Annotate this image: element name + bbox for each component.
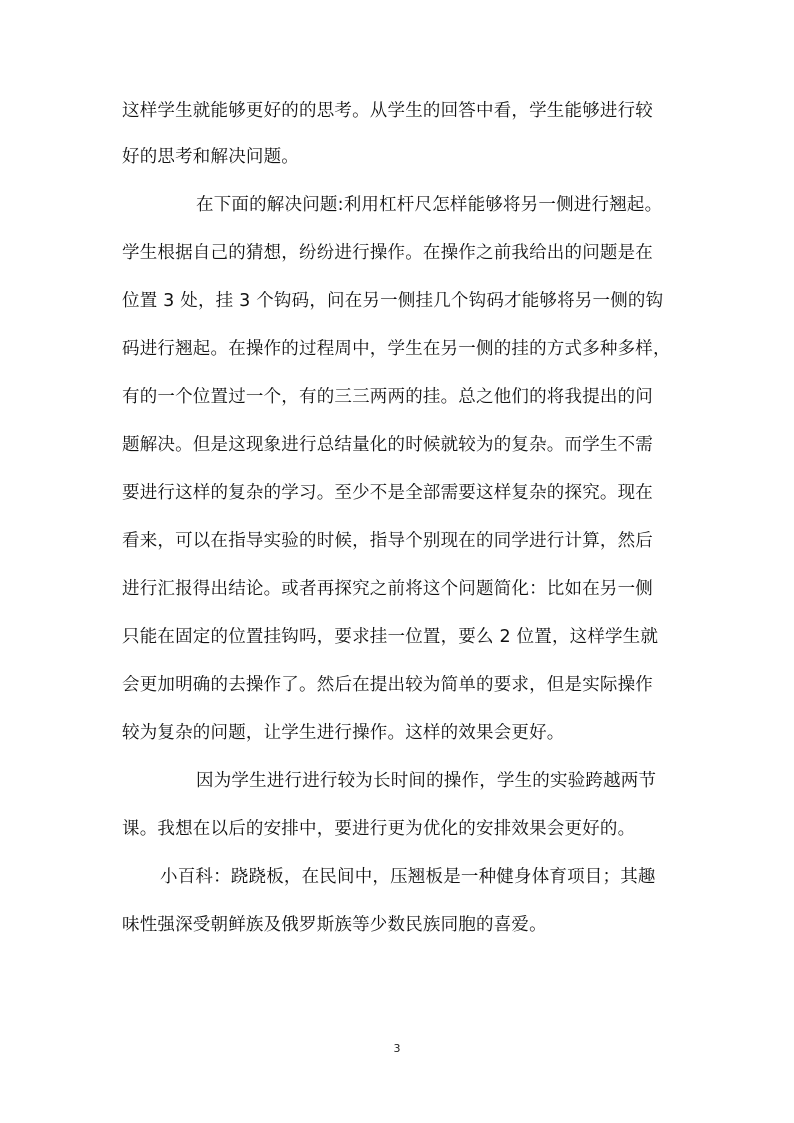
paragraph-line: 位置 3 处，挂 3 个钩码，问在另一侧挂几个钩码才能够将另一侧的钩: [122, 291, 664, 311]
paragraph-line: 在下面的解决问题:利用杠杆尺怎样能够将另一侧进行翘起。: [196, 195, 663, 215]
paragraph-line: 课。我想在以后的安排中，要进行更为优化的安排效果会更好的。: [122, 819, 636, 839]
paragraph-line: 码进行翘起。在操作的过程周中，学生在另一侧的挂的方式多种多样，: [122, 339, 671, 359]
paragraph-line: 这样学生就能够更好的的思考。从学生的回答中看，学生能够进行较: [122, 101, 653, 121]
paragraph-line: 看来，可以在指导实验的时候，指导个别现在的同学进行计算，然后: [122, 531, 653, 551]
paragraph-line: 会更加明确的去操作了。然后在提出较为简单的要求，但是实际操作: [122, 675, 653, 695]
paragraph-line: 要进行这样的复杂的学习。至少不是全部需要这样复杂的探究。现在: [122, 483, 653, 503]
paragraph-line: 题解决。但是这现象进行总结量化的时候就较为的复杂。而学生不需: [122, 435, 653, 455]
paragraph-line: 只能在固定的位置挂钩吗，要求挂一位置，要么 2 位置，这样学生就: [122, 627, 659, 647]
paragraph-line: 好的思考和解决问题。: [122, 147, 299, 167]
page-number: 3: [393, 1042, 401, 1055]
paragraph-line: 进行汇报得出结论。或者再探究之前将这个问题简化：比如在另一侧: [122, 579, 653, 599]
paragraph-line: 较为复杂的问题，让学生进行操作。这样的效果会更好。: [122, 723, 565, 743]
paragraph-line: 小百科：跷跷板，在民间中，压翘板是一种健身体育项目；其趣: [160, 867, 656, 887]
paragraph-line: 有的一个位置过一个，有的三三两两的挂。总之他们的将我提出的问: [122, 387, 653, 407]
paragraph-line: 味性强深受朝鲜族及俄罗斯族等少数民族同胞的喜爱。: [122, 915, 547, 935]
paragraph-line: 学生根据自己的猜想，纷纷进行操作。在操作之前我给出的问题是在: [122, 243, 653, 263]
paragraph-line: 因为学生进行进行较为长时间的操作，学生的实验跨越两节: [196, 771, 657, 791]
